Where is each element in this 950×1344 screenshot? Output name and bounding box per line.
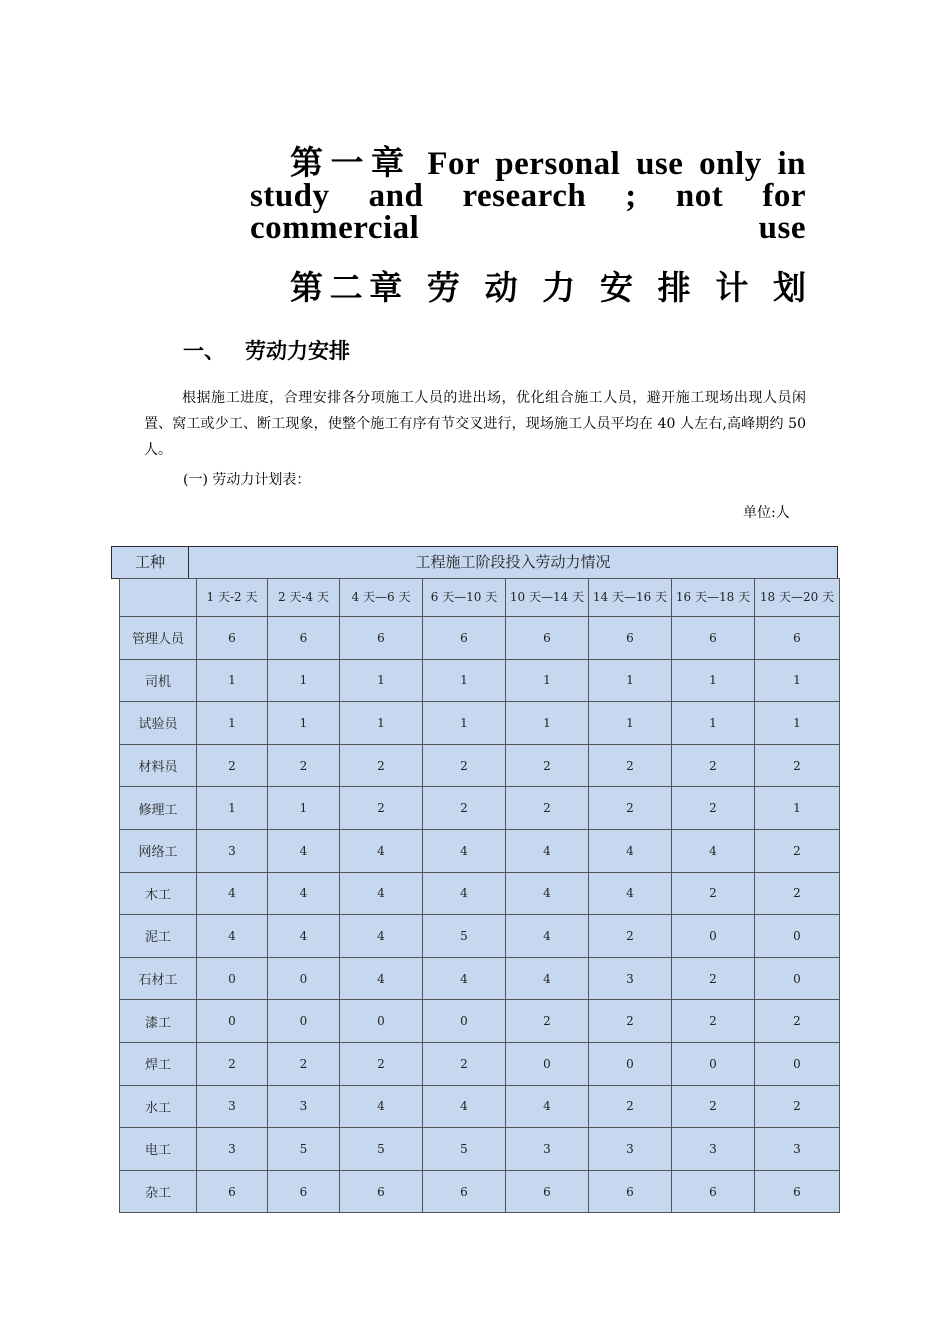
count-cell: 1 [197,702,268,745]
count-cell: 1 [755,702,840,745]
period-header: 2 天-4 天 [268,579,340,617]
chapter1-line1: 第一章 For personal use only in [290,146,806,182]
table-subheading: (一) 劳动力计划表： [183,472,311,488]
count-cell: 6 [197,1170,268,1213]
count-cell: 5 [268,1128,340,1171]
count-cell: 2 [755,1085,840,1128]
table-row [120,1085,840,1128]
count-cell: 4 [423,872,506,915]
count-cell: 4 [506,872,589,915]
count-cell: 0 [589,1042,672,1085]
count-cell: 2 [755,872,840,915]
count-cell: 1 [589,702,672,745]
count-cell: 1 [268,702,340,745]
blank-corner-cell [120,579,197,617]
count-cell: 2 [672,787,755,830]
count-cell: 2 [423,1042,506,1085]
chapter2-heading: 第二章 劳 动 力 安 排 计 划 [290,268,806,307]
count-cell: 4 [340,915,423,958]
worker-type-cell: 木工 [120,872,197,915]
period-header-row [120,579,840,617]
count-cell: 6 [672,617,755,660]
worker-type-cell: 修理工 [120,787,197,830]
table-row [120,915,840,958]
table-row [120,1000,840,1043]
count-cell: 6 [589,1170,672,1213]
count-cell: 4 [506,957,589,1000]
count-cell: 4 [506,915,589,958]
count-cell: 6 [755,617,840,660]
count-cell: 2 [268,744,340,787]
table-title: 工程施工阶段投入劳动力情况 [415,553,611,571]
count-cell: 0 [672,915,755,958]
count-cell: 0 [755,915,840,958]
unit-label: 单位:人 [743,505,790,521]
worker-type-cell: 司机 [120,659,197,702]
count-cell: 2 [755,829,840,872]
chapter1-heading [250,148,806,244]
period-header: 18 天—20 天 [755,579,840,617]
count-cell: 1 [506,659,589,702]
count-cell: 2 [423,787,506,830]
count-cell: 1 [197,659,268,702]
count-cell: 1 [755,787,840,830]
section1-number: 一、 [183,339,225,363]
count-cell: 0 [423,1000,506,1043]
count-cell: 6 [589,617,672,660]
table-row [120,1170,840,1213]
count-cell: 6 [197,617,268,660]
count-cell: 1 [268,787,340,830]
count-cell: 4 [672,829,755,872]
labor-plan-table [119,578,840,1213]
worker-type-cell: 漆工 [120,1000,197,1043]
count-cell: 2 [589,787,672,830]
count-cell: 4 [268,872,340,915]
table-row [120,617,840,660]
count-cell: 4 [589,872,672,915]
count-cell: 4 [423,1085,506,1128]
count-cell: 3 [268,1085,340,1128]
count-cell: 3 [589,1128,672,1171]
count-cell: 2 [672,744,755,787]
count-cell: 1 [340,659,423,702]
count-cell: 2 [197,1042,268,1085]
count-cell: 1 [268,659,340,702]
period-header: 16 天—18 天 [672,579,755,617]
period-header: 10 天—14 天 [506,579,589,617]
count-cell: 2 [506,787,589,830]
count-cell: 0 [755,957,840,1000]
count-cell: 6 [340,1170,423,1213]
count-cell: 1 [755,659,840,702]
count-cell: 3 [755,1128,840,1171]
table-row [120,829,840,872]
count-cell: 2 [340,1042,423,1085]
worker-type-cell: 石材工 [120,957,197,1000]
count-cell: 2 [589,915,672,958]
worker-type-cell: 试验员 [120,702,197,745]
count-cell: 4 [340,957,423,1000]
count-cell: 4 [423,957,506,1000]
count-cell: 6 [506,1170,589,1213]
worker-type-cell: 管理人员 [120,617,197,660]
chapter1-line2: study and research ; not for [250,178,806,214]
count-cell: 3 [197,1128,268,1171]
count-cell: 3 [672,1128,755,1171]
count-cell: 4 [423,829,506,872]
count-cell: 2 [589,1085,672,1128]
count-cell: 4 [506,829,589,872]
body-paragraph: 根据施工进度，合理安排各分项施工人员的进出场，优化组合施工人员，避开施工现场出现人员闲置、窝工或少工、断工现象，使整个施工有序有节交叉进行，现场施工人员平均在 40 人左右,高峰期约 50 人。 [144,390,806,458]
count-cell: 4 [268,915,340,958]
count-cell: 0 [755,1042,840,1085]
count-cell: 0 [506,1042,589,1085]
count-cell: 2 [197,744,268,787]
count-cell: 6 [672,1170,755,1213]
period-header: 1 天-2 天 [197,579,268,617]
count-cell: 0 [672,1042,755,1085]
count-cell: 1 [423,659,506,702]
count-cell: 0 [268,1000,340,1043]
table-row [120,702,840,745]
count-cell: 1 [197,787,268,830]
count-cell: 2 [755,744,840,787]
count-cell: 1 [423,702,506,745]
worker-type-cell: 泥工 [120,915,197,958]
count-cell: 1 [506,702,589,745]
period-header: 4 天—6 天 [340,579,423,617]
worker-type-cell: 材料员 [120,744,197,787]
count-cell: 4 [340,1085,423,1128]
worker-type-cell: 网络工 [120,829,197,872]
count-cell: 0 [268,957,340,1000]
worker-type-cell: 电工 [120,1128,197,1171]
count-cell: 4 [197,872,268,915]
count-cell: 2 [589,1000,672,1043]
count-cell: 3 [197,829,268,872]
worker-type-cell: 杂工 [120,1170,197,1213]
count-cell: 2 [672,957,755,1000]
worker-type-cell: 焊工 [120,1042,197,1085]
table-row [120,872,840,915]
table-header-bar [111,546,838,579]
count-cell: 4 [197,915,268,958]
table-row [120,787,840,830]
count-cell: 1 [340,702,423,745]
section1-heading [183,335,350,365]
count-cell: 2 [755,1000,840,1043]
table-row [120,1042,840,1085]
period-header: 14 天—16 天 [589,579,672,617]
count-cell: 0 [197,1000,268,1043]
count-cell: 6 [755,1170,840,1213]
count-cell: 3 [589,957,672,1000]
count-cell: 4 [340,829,423,872]
section1-title: 劳动力安排 [245,339,350,363]
period-header: 6 天—10 天 [423,579,506,617]
table-row [120,744,840,787]
count-cell: 1 [672,659,755,702]
count-cell: 2 [340,787,423,830]
count-cell: 2 [672,1085,755,1128]
count-cell: 3 [506,1128,589,1171]
count-cell: 6 [268,1170,340,1213]
count-cell: 2 [268,1042,340,1085]
count-cell: 2 [672,1000,755,1043]
count-cell: 6 [268,617,340,660]
table-row [120,659,840,702]
count-cell: 6 [423,617,506,660]
count-cell: 2 [506,744,589,787]
count-cell: 3 [197,1085,268,1128]
count-cell: 6 [506,617,589,660]
count-cell: 1 [672,702,755,745]
count-cell: 4 [506,1085,589,1128]
count-cell: 2 [506,1000,589,1043]
count-cell: 2 [589,744,672,787]
count-cell: 4 [340,872,423,915]
count-cell: 5 [423,915,506,958]
worker-type-cell: 水工 [120,1085,197,1128]
count-cell: 2 [423,744,506,787]
count-cell: 0 [197,957,268,1000]
count-cell: 0 [340,1000,423,1043]
table-row [120,1128,840,1171]
count-cell: 5 [340,1128,423,1171]
count-cell: 6 [340,617,423,660]
count-cell: 5 [423,1128,506,1171]
chapter1-line3: commercial use [250,210,806,246]
count-cell: 4 [589,829,672,872]
count-cell: 4 [268,829,340,872]
table-row [120,957,840,1000]
kind-header: 工种 [112,547,189,578]
count-cell: 6 [423,1170,506,1213]
count-cell: 2 [672,872,755,915]
count-cell: 2 [340,744,423,787]
count-cell: 1 [589,659,672,702]
